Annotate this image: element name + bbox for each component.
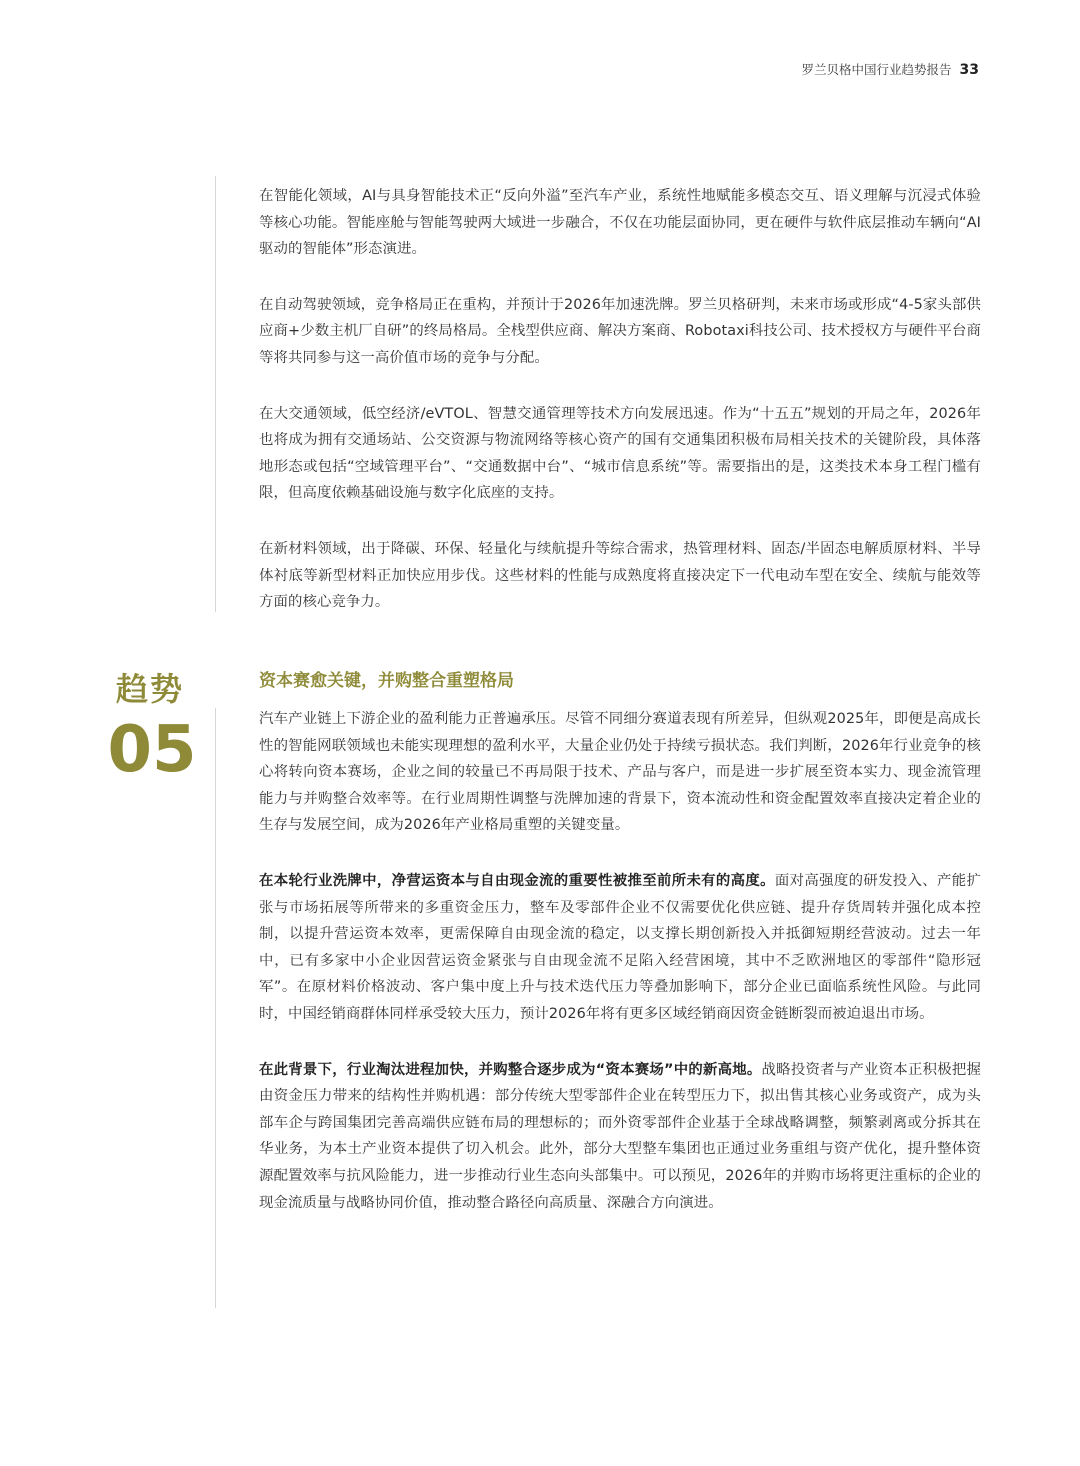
- report-title: 罗兰贝格中国行业趋势报告: [801, 62, 952, 77]
- intro-section: [259, 183, 981, 616]
- paragraph-transport: 在大交通领域，低空经济/eVTOL、智慧交通管理等技术方向发展迅速。作为“十五五”规划的开局之年，2026年也将成为拥有交通场站、公交资源与物流网络等核心资产的国有交通集团积极布局相关技术的关键阶段，具体落地形态或包括“空域管理平台”、“交通数据中台”、“城市信息系统”等。需要指出的是，这类技术本身工程门槛有限，但高度依赖基础设施与数字化底座的支持。: [259, 405, 981, 502]
- trend-label: 趋势: [115, 670, 184, 708]
- paragraph-lead: 在本轮行业洗牌中，净营运资本与自由现金流的重要性被推至前所未有的高度。: [259, 872, 775, 889]
- paragraph-mergers: [259, 1057, 981, 1217]
- section-title: 资本赛愈关键，并购整合重塑格局: [259, 671, 514, 691]
- paragraph-cashflow: [259, 868, 981, 1028]
- paragraph-body: 汽车产业链上下游企业的盈利能力正普遍承压。尽管不同细分赛道表现有所差异，但纵观2025年，即便是高成长性的智能网联领域也未能实现理想的盈利水平，大量企业仍处于持续亏损状态。我们判断，2026年行业竞争的核心将转向资本赛场，企业之间的较量已不再局限于技术、产品与客户，而是进一步扩展至资本实力、现金流管理能力与并购整合效率等。在行业周期性调整与洗牌加速的背景下，资本流动性和资金配置效率直接决定着企业的生存与发展空间，成为2026年产业格局重塑的关键变量。: [259, 711, 981, 834]
- paragraph-body: 面对高强度的研发投入、产能扩张与市场拓展等所带来的多重资金压力，整车及零部件企业不仅需要优化供应链、提升存货周转并强化成本控制，以提升营运资本效率，更需保障自由现金流的稳定，以支撑长期创新投入并抵御短期经营波动。过去一年中，已有多家中小企业因营运资金紧张与自由现金流不足陷入经营困境，其中不乏欧洲地区的零部件“隐形冠军”。在原材料价格波动、客户集中度上升与技术迭代压力等叠加影响下，部分企业已面临系统性风险。与此同时，中国经销商群体同样承受较大压力，预计2026年将有更多区域经销商因资金链断裂而被迫退出市场。: [259, 872, 981, 1022]
- divider-line-bottom: [215, 708, 216, 1308]
- paragraph-intelligence: 在智能化领域，AI与具身智能技术正“反向外溢”至汽车产业，系统性地赋能多模态交互、语义理解与沉浸式体验等核心功能。智能座舱与智能驾驶两大域进一步融合，不仅在功能层面协同，更在硬件与软件底层推动车辆向“AI驱动的智能体”形态演进。: [259, 188, 981, 258]
- divider-line-top: [215, 176, 216, 612]
- running-header: [802, 60, 980, 78]
- paragraph-profitability: [259, 706, 981, 839]
- paragraph-new-materials: 在新材料领域，出于降碳、环保、轻量化与续航提升等综合需求，热管理材料、固态/半固态电解质原材料、半导体衬底等新型材料正加快应用步伐。这些材料的性能与成熟度将直接决定下一代电动车型在安全、续航与能效等方面的核心竞争力。: [259, 540, 981, 611]
- paragraph-lead: 在此背景下，行业淘汰进程加快，并购整合逐步成为“资本赛场”中的新高地。: [259, 1061, 762, 1078]
- trend-section: [259, 706, 981, 1216]
- page-number: 33: [959, 62, 979, 78]
- paragraph-autonomous-driving: 在自动驾驶领域，竞争格局正在重构，并预计于2026年加速洗牌。罗兰贝格研判，未来市场或形成“4-5家头部供应商+少数主机厂自研”的终局格局。全栈型供应商、解决方案商、Robotaxi科技公司、技术授权方与硬件平台商等将共同参与这一高价值市场的竞争与分配。: [259, 296, 981, 366]
- trend-number: 05: [107, 713, 197, 787]
- paragraph-body: 战略投资者与产业资本正积极把握由资金压力带来的结构性并购机遇：部分传统大型零部件企业在转型压力下，拟出售其核心业务或资产，成为头部车企与跨国集团完善高端供应链布局的理想标的；而外资零部件企业基于全球战略调整，频繁剥离或分拆其在华业务，为本土产业资本提供了切入机会。此外，部分大型整车集团也正通过业务重组与资产优化，提升整体资源配置效率与抗风险能力，进一步推动行业生态向头部集中。可以预见，2026年的并购市场将更注重标的企业的现金流质量与战略协同价值，推动整合路径向高质量、深融合方向演进。: [259, 1061, 981, 1211]
